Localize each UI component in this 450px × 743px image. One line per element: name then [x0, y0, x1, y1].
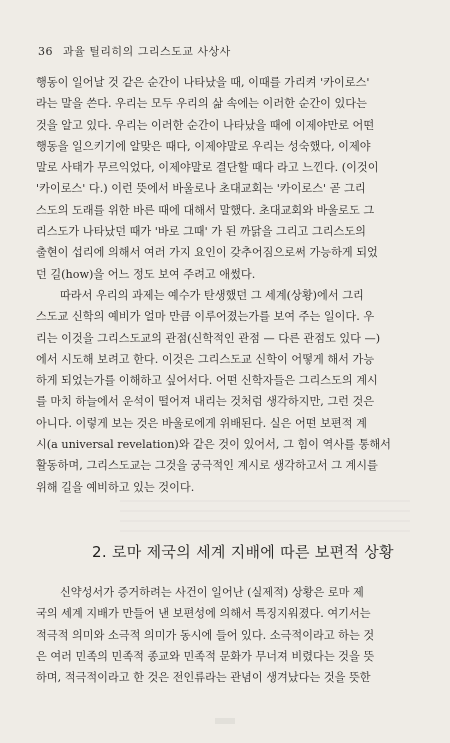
text-line: 말로 사태가 무르익었다, 이제야말로 결단할 때다 라고 느낀다. (이것이: [36, 161, 379, 175]
body-text: [36, 72, 426, 498]
book-title: 과율 틸리히의 그리스도교 사상사: [63, 45, 231, 58]
text-line: 적극적 의미와 소극적 의미가 동시에 들어 있다. 소극적이라고 하는 것: [36, 628, 375, 642]
text-line: 활동하며, 그리스도교는 그것을 궁극적인 계시로 생각하고서 그 계시를: [36, 459, 378, 473]
text-line: 스도의 도래를 위한 바른 때에 대해서 말했다. 초대교회와 바울로도 그: [36, 203, 375, 217]
text-line: 아니다. 이렇게 보는 것은 바울로에게 위배된다. 실은 어떤 보편적 계: [36, 416, 367, 430]
text-line: 행동을 일으키기에 알맞은 때다, 이제야말로 우리는 성숙했다, 이제야: [36, 139, 371, 153]
text-line: 스도교 신학의 예비가 얼마 만큼 이루어졌는가를 보여 주는 일이다. 우: [36, 310, 375, 324]
text-line: '카이로스' 다.) 이런 뜻에서 바울로나 초대교회는 '카이로스' 곧 그리: [36, 182, 366, 196]
text-line: 리스도가 나타났던 때가 '바로 그때' 가 된 까닭을 그리고 그리스도의: [36, 225, 366, 239]
section-heading: 2. 로마 제국의 세계 지배에 따른 보편적 상황: [92, 543, 394, 561]
text-line: 것을 알고 있다. 우리는 이러한 순간이 나타났을 때에 이제야만로 어떤: [36, 118, 375, 132]
text-line: 국의 세계 지배가 만들어 낸 보편성에 의해서 특징지워졌다. 여기서는: [36, 607, 371, 621]
text-line: 따라서 우리의 과제는 예수가 탄생했던 그 세계(상황)에서 그리: [60, 288, 364, 302]
text-line: 던 길(how)을 어느 정도 보여 주려고 애썼다.: [36, 267, 256, 281]
text-line: 하며, 적극적이라고 한 것은 전인류라는 관념이 생겨났다는 것을 뜻한: [36, 671, 371, 685]
section-text: [36, 583, 428, 689]
text-line: 행동이 일어날 것 같은 순간이 나타났을 때, 이때를 가리켜 '카이로스': [36, 76, 370, 89]
text-line: 은 여러 민족의 민족적 종교와 민족적 문화가 무너져 비렸다는 것을 뜻: [36, 649, 375, 663]
text-line: 시(a universal revelation)와 같은 것이 있어서, 그 힘이 역사를 통해서: [36, 438, 391, 452]
text-line: 위해 길을 예비하고 있는 것이다.: [36, 480, 195, 494]
text-line: 신약성서가 증거하려는 사건이 일어난 (실제적) 상황은 로마 제: [60, 586, 364, 599]
page-number: 36: [38, 45, 53, 58]
text-line: 출현이 섭리에 의해서 여러 가지 요인이 갖추어짐으로써 가능하게 되었: [36, 246, 378, 260]
text-line: 에서 시도해 보려고 한다. 이것은 그리스도교 신학이 어떻게 해서 가능: [36, 352, 375, 366]
text-line: 리는 이것을 그리스도교의 관점(신학적인 관점 — 다른 관점도 있다 —): [36, 331, 381, 345]
text-line: 를 마치 하늘에서 운석이 떨어져 내리는 것처럼 생각하지만, 그런 것은: [36, 395, 375, 409]
page-footer-mark: [215, 718, 235, 724]
text-line: 하게 되었는가를 이해하고 싶어서다. 어떤 신학자들은 그리스도의 계시: [36, 374, 378, 388]
show-through-shadow: [120, 496, 410, 532]
text-line: 라는 말을 쓴다. 우리는 모두 우리의 삶 속에는 이러한 순간이 있다는: [36, 97, 367, 111]
running-head: [38, 43, 231, 59]
